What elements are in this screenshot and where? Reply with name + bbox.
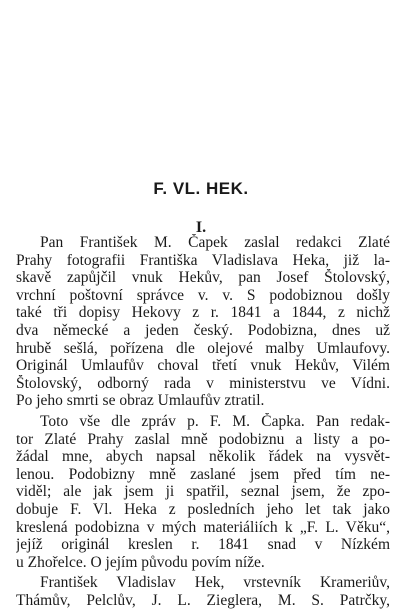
text-line: dva německé a jeden český. Podobizna, dnes už <box>16 321 390 339</box>
text-line: lenou. Podobizny mně zaslané jsem před tím ne- <box>16 465 390 483</box>
body-text <box>16 234 390 612</box>
paragraph-2 <box>16 413 390 571</box>
text-line: Toto vše dle zpráv p. F. M. Čapka. Pan redak- <box>40 412 390 430</box>
text-line: viděl; ale jak jsem ji spatřil, seznal jsem, že zpo- <box>16 483 390 501</box>
paragraph-3 <box>16 574 390 609</box>
paragraph-1 <box>16 234 390 410</box>
text-line: u Zhořelce. O jejím původu povím níže. <box>16 553 265 571</box>
text-line: dobuje F. Vl. Heka z posledních jeho let tak jako <box>16 500 390 518</box>
text-line: vrchní poštovní správce v. v. S podobiznou došly <box>16 286 390 304</box>
text-line: Pan František M. Čapek zaslal redakci Zlaté <box>40 234 390 251</box>
text-line: František Vladislav Hek, vrstevník Krameriův, <box>40 574 390 592</box>
text-line: Originál Umlaufův choval třetí vnuk Hekův, Vilém <box>16 357 390 375</box>
section-number: I. <box>195 219 207 236</box>
text-line: jejíž originál kreslen r. 1841 snad v Nízkém <box>16 536 390 554</box>
text-line: Štolovský, odborný rada v ministerstvu ve Vídni. <box>16 374 390 392</box>
text-line: tor Zlaté Prahy zaslal mně podobiznu a listy a po- <box>16 430 390 448</box>
text-line: Po jeho smrti se obraz Umlaufův ztratil. <box>16 392 265 410</box>
text-line: hrubě sešlá, pořízena dle olejové malby Umlaufovy. <box>16 339 390 357</box>
text-line: skavě zapůjčil vnuk Hekův, pan Josef Štolovský, <box>16 269 390 287</box>
text-line: Prahy fotografii Františka Vladislava Heka, již la- <box>16 251 390 269</box>
text-line: také tři dopisy Hekovy z r. 1841 a 1844, z nichž <box>16 304 390 322</box>
chapter-title: F. VL. HEK. <box>153 179 249 198</box>
text-line: Thámův, Pelclův, J. L. Zieglera, M. S. Patrčky, <box>16 591 390 609</box>
text-line: kreslená podobizna v mých materiáliích k „F. L. Věku“, <box>16 518 390 536</box>
text-line: žádal mne, abych napsal několik řádek na vysvět- <box>16 448 390 466</box>
